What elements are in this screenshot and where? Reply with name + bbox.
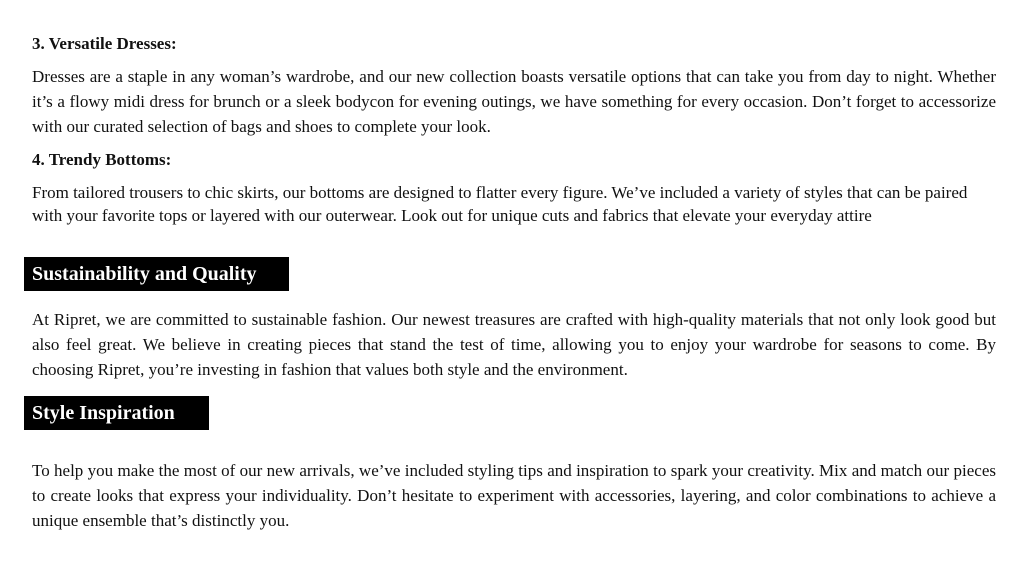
style-inspiration-paragraph: To help you make the most of our new arrivals, we’ve included styling tips and inspiration to spark your creativity. Mix and match our pieces to create looks that express your individuality. Don’t hesitate to experiment with accessories, layering, and color combinations to achieve a unique ensemble that’s distinctly you. — [32, 461, 996, 530]
style-inspiration-banner: Style Inspiration — [24, 396, 209, 430]
dresses-heading: 3. Versatile Dresses: — [32, 34, 177, 53]
bottoms-heading: 4. Trendy Bottoms: — [32, 150, 172, 169]
dresses-paragraph: Dresses are a staple in any woman’s wardrobe, and our new collection boasts versatile options that can take you from day to night. Whether it’s a flowy midi dress for brunch or a sleek bodycon for evening outings, we have something for every occasion. Don’t forget to accessorize with our curated selection of bags and shoes to complete your look. — [32, 67, 996, 136]
sustainability-banner: Sustainability and Quality — [24, 257, 289, 291]
bottoms-paragraph: From tailored trousers to chic skirts, our bottoms are designed to flatter every figure. We’ve included a variety of styles that can be paired with your favorite tops or layered with our outerwear. Look out for unique cuts and fabrics that elevate your everyday attire — [32, 183, 968, 225]
sustainability-paragraph: At Ripret, we are committed to sustainable fashion. Our newest treasures are crafted with high-quality materials that not only look good but also feel great. We believe in creating pieces that stand the test of time, allowing you to enjoy your wardrobe for seasons to come. By choosing Ripret, you’re investing in fashion that values both style and the environment. — [32, 310, 996, 379]
